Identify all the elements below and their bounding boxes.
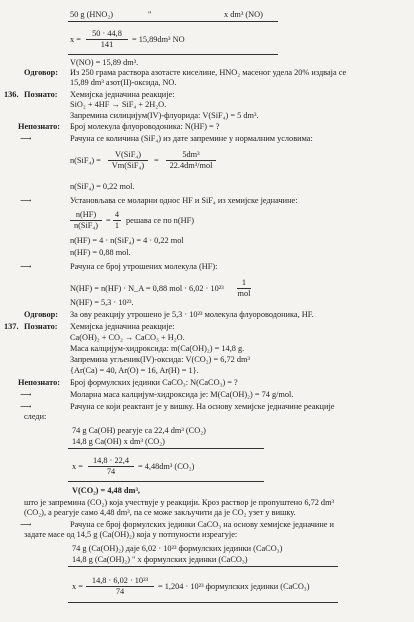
calc-denominator: 141 [100, 40, 114, 49]
proportion-137-2: 14,8 g Ca(OH) x dm³ (CO₂) [72, 437, 165, 446]
proportion-caco3-1: 74 g (Ca(OH)₂) даје 6,02 · 10²³ формулских јединки (CaCO₃) [72, 544, 283, 553]
ratio-num: n(HF) [75, 210, 97, 219]
co2-calc-den: 74 [106, 467, 116, 476]
caco3-calc-den: 74 [115, 587, 125, 596]
co2-calc-rule [68, 481, 264, 482]
n-sif4-result: n(SiF₄) = 0,22 mol. [70, 182, 135, 191]
n-hf-line-2: n(HF) = 0,88 mol. [70, 248, 131, 257]
arrow-icon: ⟶ [20, 402, 32, 411]
proportion-left: 50 g (HNO₂) [70, 10, 113, 19]
nn-line-1: N(HF) = n(HF) · N_A = 0,88 mol · 6,02 · 10²³ [70, 284, 224, 293]
problem-137-step-2a: Рачуна се који реактант је у вишку. На основу хемијске једначине реакције [70, 402, 335, 411]
problem-136-unknown-label: Непознато: [18, 122, 60, 131]
answer-line-1: Из 250 грама раствора азотасте киселине, HNO₂ масеног удела 20% издваја се [70, 68, 347, 77]
problem-136-step-3: Рачуна се број утрошених молекула (HF): [70, 262, 218, 271]
caco3-calc-rule [68, 602, 338, 603]
ratio-den-2: 1 [114, 221, 120, 230]
proportion-caco3-2: 14,8 g (Ca(OH)₂) " x формулских јединки (CaCO₃) [72, 555, 248, 564]
arrow-icon: ⟶ [20, 196, 32, 205]
problem-137-equation: Ca(OH)₂ + CO₂ → CaCO₃ + H₂O. [70, 333, 185, 342]
ratio-eq: = [106, 216, 111, 225]
ratio-solve-text: решава се по n(HF) [126, 216, 194, 225]
problem-136-number: 136. [4, 90, 19, 99]
answer-line-2: 15,89 dm³ азот(II)-оксида, NO. [70, 78, 177, 87]
problem-136-step-2: Установљава се моларни однос HF и SiF₄ из хемијске једначине: [70, 196, 298, 205]
n-hf-line-1: n(HF) = 4 · n(SiF₄) = 4 · 0,22 mol [70, 236, 184, 245]
co2-calc-result: = 4,48dm³ (CO₂) [138, 462, 195, 471]
v-no: V(NO) = 15,89 dm³. [70, 58, 139, 67]
calc-rule [68, 54, 278, 55]
problem-136-answer: За ову реакцију утрошено је 5,3 · 10²³ молекула флуороводоника, HF. [70, 310, 314, 319]
excess-text-1: што је запремина (CO₂) која учествује у реакцији. Кроз раствор је пропуштено 6,72 dm³ [24, 498, 335, 507]
n-den-1: Vm(SiF₄) [111, 161, 145, 170]
problem-137-known-4: {Ar(Ca) = 40, Ar(O) = 16, Ar(H) = 1}. [70, 366, 199, 375]
co2-calc-num: 14,8 · 22,4 [93, 456, 129, 465]
proportion-right: x dm³ (NO) [224, 10, 263, 19]
problem-137-step-2b: следи: [24, 412, 47, 421]
arrow-icon: ⟶ [20, 134, 32, 143]
excess-text-2: (CO₂), а реагује само 4,48 dm³, па се може закључити да је CO₂ узет у вишку. [24, 508, 296, 517]
arrow-icon: ⟶ [20, 390, 32, 399]
problem-137-unknown: Број формулских јединки CaCO₃: N(CaCO₃) = ? [70, 378, 238, 387]
answer-label: Одговор: [24, 68, 58, 77]
problem-136-known-2: Запремина силицијум(IV)-флуорида: V(SiF₄) = 5 dm³. [70, 111, 259, 120]
problem-136-known-label: Познато: [24, 90, 58, 99]
problem-136-unknown: Број молекула флуороводоника: N(HF) = ? [70, 122, 220, 131]
n-den-2: 22.4dm³/mol [169, 161, 213, 170]
problem-137-unknown-label: Непознато: [18, 378, 60, 387]
caco3-calc-x: x = [72, 582, 83, 591]
proportion-caco3-rule [68, 566, 338, 567]
problem-137-known-3: Запремина угљеник(IV)-оксида: V(CO₂) = 6,72 dm³ [70, 355, 250, 364]
proportion-137-rule [68, 448, 264, 449]
proportion-ditto: " [148, 10, 152, 19]
n-sif4-lhs: n(SiF₄) = [70, 156, 101, 165]
calc-x: x = [70, 35, 81, 44]
problem-136-step-1: Рачуна се количина (SiF₄) из дате запремине у нормалним условима: [70, 134, 313, 143]
arrow-icon: ⟶ [20, 262, 32, 271]
co2-calc-x: x = [72, 462, 83, 471]
ratio-den: n(SiF₄) [73, 221, 99, 230]
problem-137-known-label: Познато: [24, 322, 58, 331]
problem-137-known-2: Маса калцијум-хидроксида: m(Ca(OH)₂) = 14,8 g. [70, 344, 245, 353]
problem-137-step-3b: задате масе од 14,5 g (Ca(OH)₂) која у потпуности изреагује: [24, 530, 238, 539]
n-num-2: 5dm³ [182, 150, 200, 159]
n-num-1: V(SiF₄) [115, 150, 141, 159]
ratio-num-2: 4 [114, 210, 120, 219]
problem-137-step-3a: Рачуна се број формулских јединки CaCO₃ на основу хемијске једначине и [70, 520, 334, 529]
problem-137-number: 137. [4, 322, 19, 331]
calc-result: = 15,89dm³ NO [132, 35, 185, 44]
n-eq: = [154, 156, 159, 165]
nn-line-2: N(HF) = 5,3 · 10²³. [70, 298, 134, 307]
problem-136-equation: SiO₂ + 4HF → SiF₄ + 2H₂O. [70, 100, 167, 109]
nn-frac-num: 1 [241, 278, 247, 287]
proportion-137-1: 74 g Ca(OH) реагује са 22,4 dm³ (CO₂) [72, 426, 206, 435]
nn-frac-den: mol [237, 289, 251, 298]
caco3-calc-result: = 1,204 · 10²³ формулских јединки (CaCO₃) [158, 582, 310, 591]
problem-137-known-1: Хемијска једначина реакције: [70, 322, 175, 331]
problem-136-answer-label: Одговор: [24, 310, 58, 319]
proportion-rule [68, 21, 278, 22]
problem-136-known-1: Хемијска једначина реакције: [70, 90, 175, 99]
calc-numerator: 50 · 44,8 [92, 29, 122, 38]
problem-137-step-1: Моларна маса калцијум-хидроксида је: M(Ca(OH)₂) = 74 g/mol. [70, 390, 294, 399]
v-co2: V(CO₂) = 4,48 dm³, [72, 486, 141, 495]
arrow-icon: ⟶ [20, 520, 32, 529]
caco3-calc-num: 14,8 · 6,02 · 10²³ [91, 576, 149, 585]
